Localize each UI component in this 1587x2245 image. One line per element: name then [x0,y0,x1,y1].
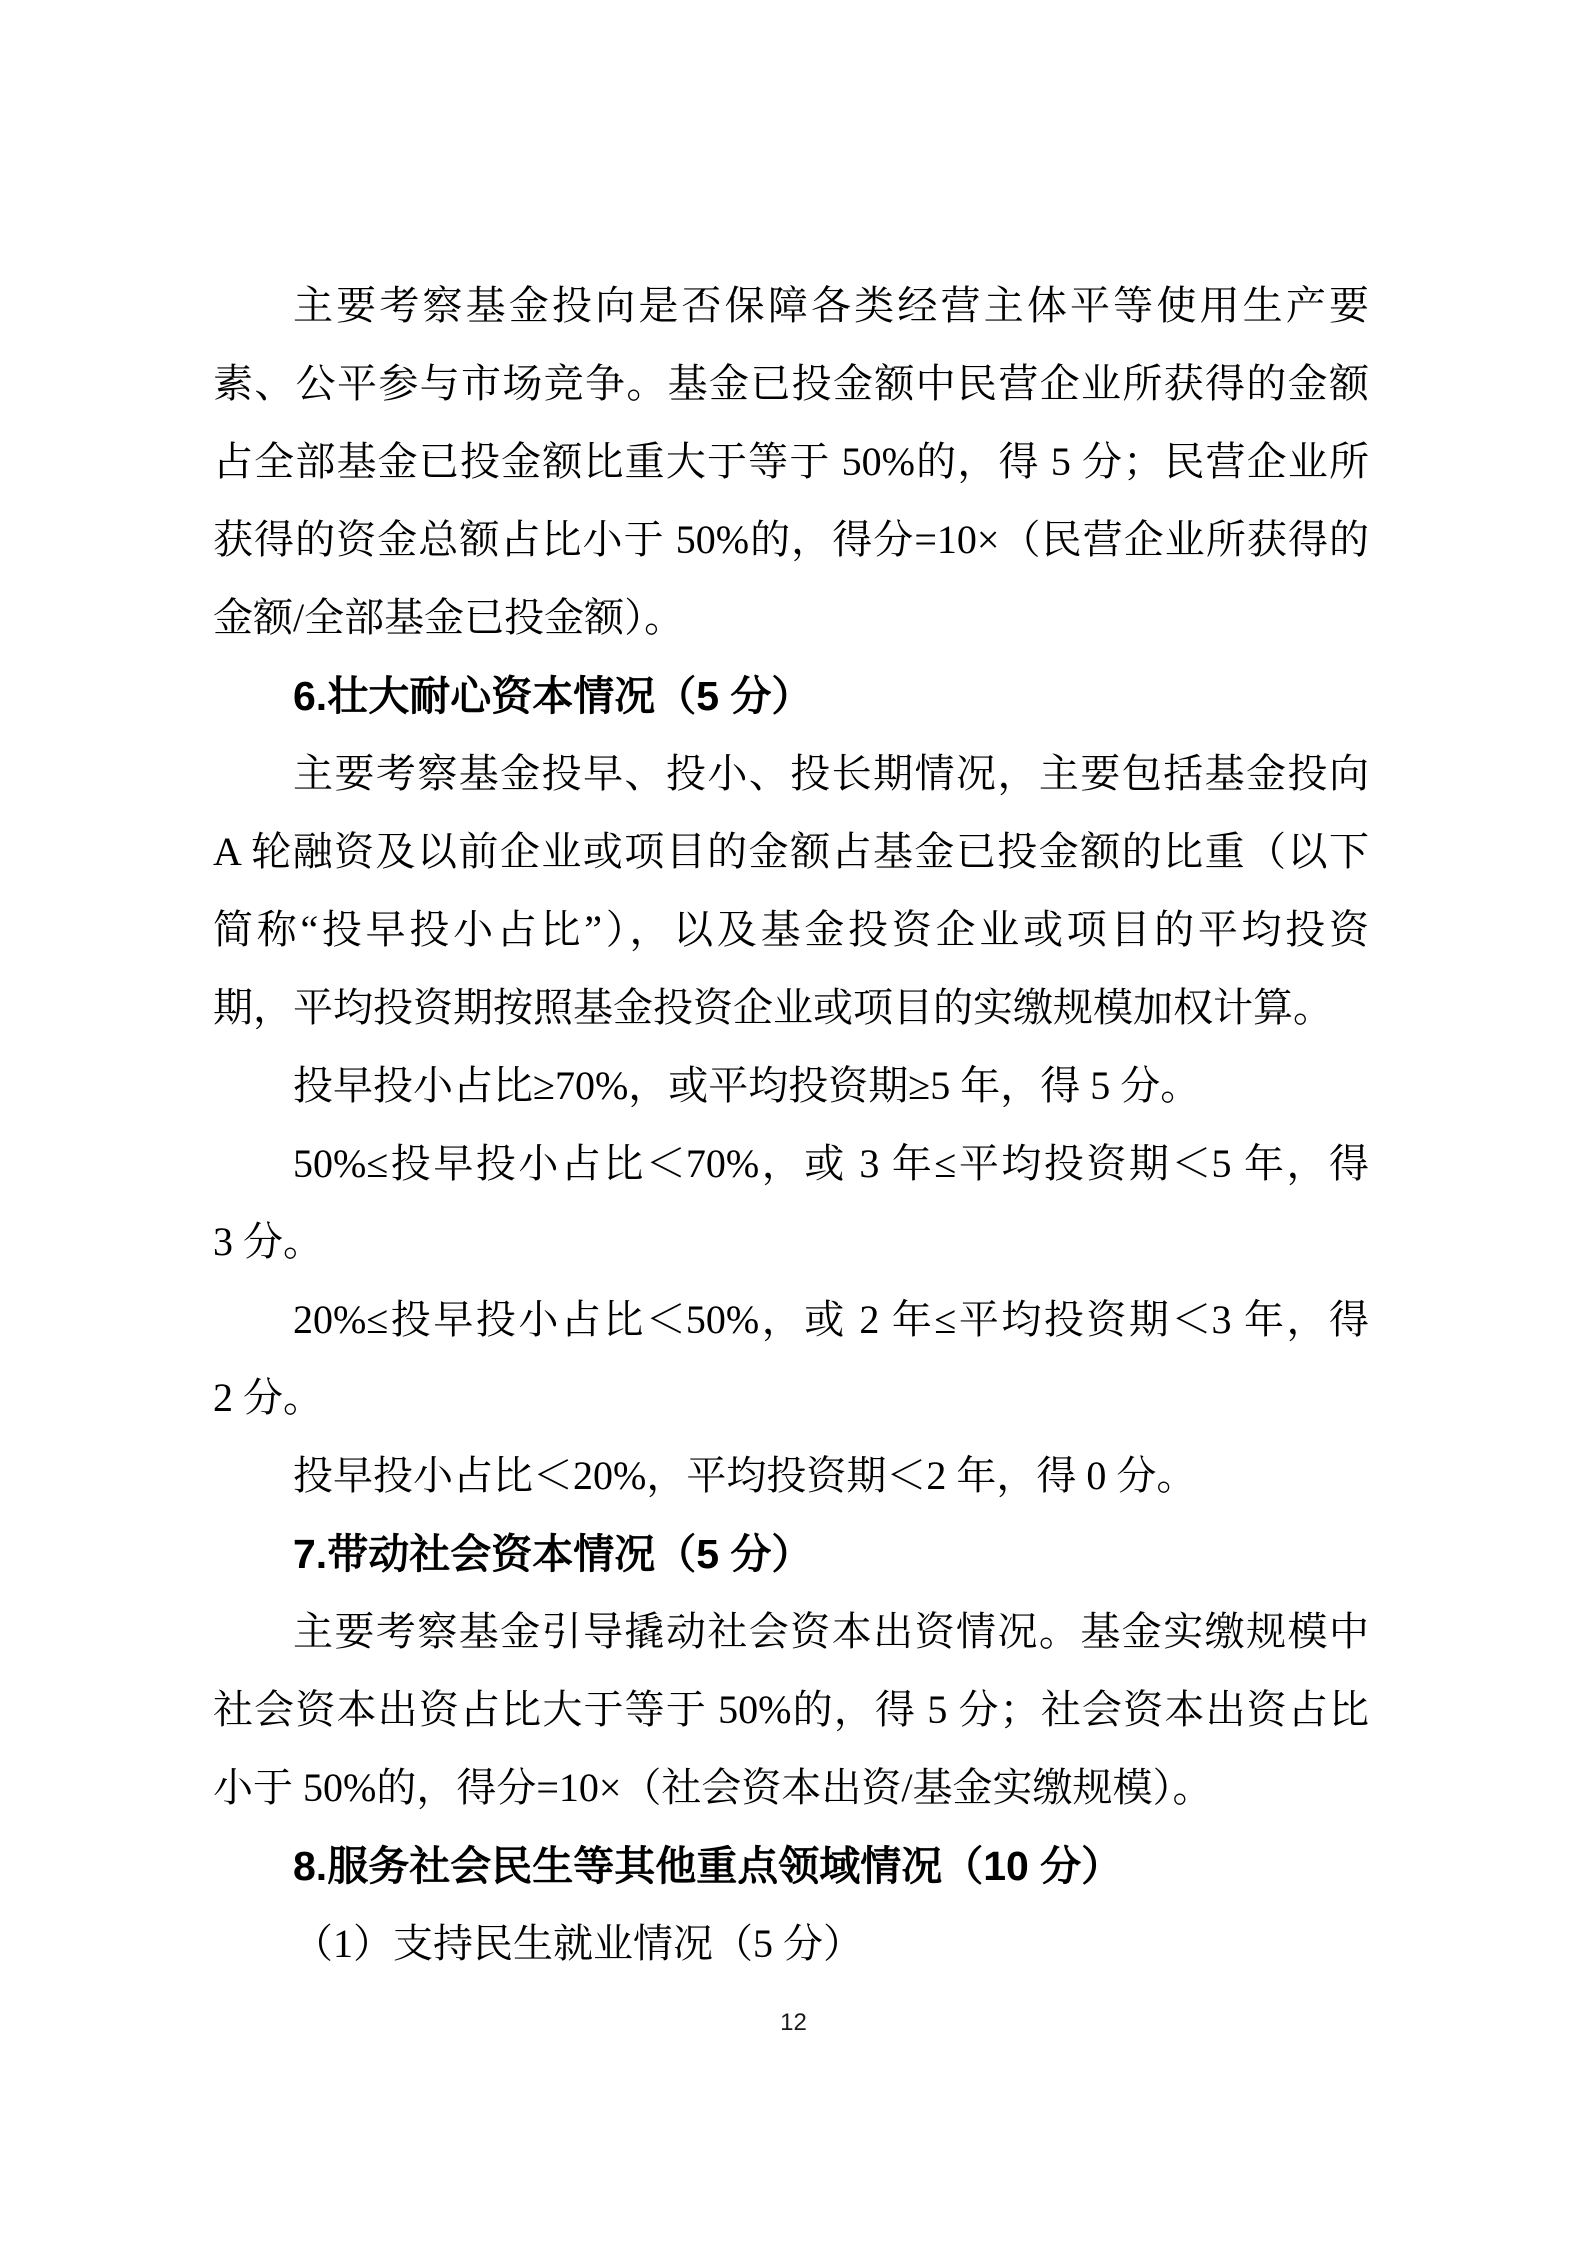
section-heading-6: 6.壮大耐心资本情况（5 分） [293,673,813,719]
section-heading-7: 7.带动社会资本情况（5 分） [293,1531,813,1577]
para-text-line: 社会资本出资占比大于等于 50%的，得 5 分；社会资本出资占比 [213,1687,1369,1732]
para-text-line: 2 分。 [213,1375,323,1420]
para-text-line: （1）支持民生就业情况（5 分） [293,1921,863,1966]
para-text-line: 3 分。 [213,1219,323,1264]
section-heading-8: 8.服务社会民生等其他重点领域情况（10 分） [293,1843,1123,1889]
para-text-line: 素、公平参与市场竞争。基金已投金额中民营企业所获得的金额 [213,361,1369,406]
page-number: 12 [780,2009,807,2036]
para-text-line: 主要考察基金投向是否保障各类经营主体平等使用生产要 [293,283,1369,328]
para-text-line: 小于 50%的，得分=10×（社会资本出资/基金实缴规模）。 [213,1765,1213,1810]
para-text-line: 投早投小占比＜20%，平均投资期＜2 年，得 0 分。 [293,1453,1197,1498]
para-text-line: 主要考察基金引导撬动社会资本出资情况。基金实缴规模中 [293,1609,1369,1654]
para-text-line: 20%≤投早投小占比＜50%，或 2 年≤平均投资期＜3 年，得 [293,1297,1369,1342]
para-text-line: 期，平均投资期按照基金投资企业或项目的实缴规模加权计算。 [213,985,1333,1030]
para-text-line: 获得的资金总额占比小于 50%的，得分=10×（民营企业所获得的 [213,517,1369,562]
para-text-line: 投早投小占比≥70%，或平均投资期≥5 年，得 5 分。 [293,1063,1201,1108]
document-text-block [213,267,1369,1983]
para-text-line: 50%≤投早投小占比＜70%，或 3 年≤平均投资期＜5 年，得 [293,1141,1369,1186]
para-text-line: A 轮融资及以前企业或项目的金额占基金已投金额的比重（以下 [213,829,1369,874]
para-text-line: 占全部基金已投金额比重大于等于 50%的，得 5 分；民营企业所 [213,439,1369,484]
para-text-line: 简称“投早投小占比”），以及基金投资企业或项目的平均投资 [213,907,1369,952]
para-text-line: 主要考察基金投早、投小、投长期情况，主要包括基金投向 [293,751,1369,796]
para-text-line: 金额/全部基金已投金额）。 [213,595,685,640]
